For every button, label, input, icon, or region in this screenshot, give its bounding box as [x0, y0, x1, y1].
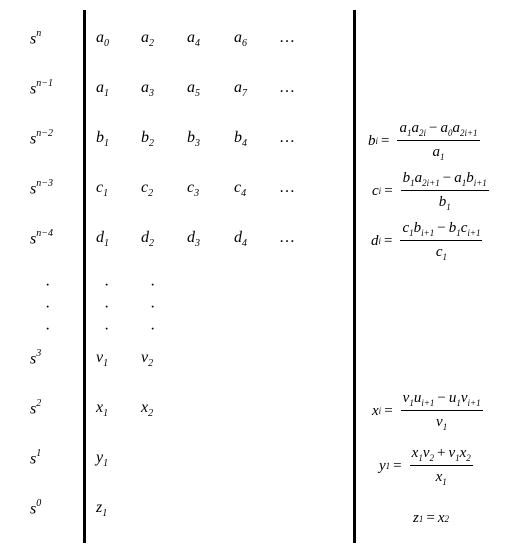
- equals-sign: =: [384, 402, 393, 419]
- entry-subscript: 2: [149, 238, 154, 250]
- formula-symbol: x: [437, 510, 445, 526]
- formula-symbol: b: [448, 220, 457, 236]
- formula-symbol: b: [413, 220, 422, 236]
- array-entry: [141, 130, 154, 149]
- entry-subscript: 1: [103, 408, 109, 420]
- entry-symbol: d: [187, 229, 195, 246]
- formula-subscript: 1: [456, 228, 461, 238]
- ellipsis-dot: ·: [104, 321, 110, 338]
- entry-symbol: x: [141, 399, 149, 416]
- formula-subscript: 1: [461, 178, 467, 188]
- right-divider: [353, 10, 356, 543]
- entry-subscript: 1: [102, 508, 108, 520]
- ellipsis-dot: ·: [150, 321, 156, 338]
- row-power-label: [30, 80, 53, 97]
- entry-symbol: c: [234, 179, 242, 196]
- formula-symbol: v: [460, 390, 468, 406]
- formula-subscript: 2i+1: [459, 128, 478, 138]
- row-power-label: [30, 350, 41, 367]
- formula-subscript: i+1: [473, 178, 487, 188]
- array-entry: [234, 80, 247, 99]
- array-entry: [187, 130, 200, 149]
- row-power-label: [30, 400, 41, 417]
- entry-symbol: a: [141, 79, 149, 96]
- row-ellipsis: …: [279, 79, 295, 96]
- power-base: s: [30, 180, 37, 198]
- power-base: s: [30, 30, 37, 48]
- entry-symbol: b: [234, 129, 242, 146]
- entry-subscript: 0: [104, 38, 109, 50]
- formula-subscript: 1: [406, 128, 412, 138]
- array-entry: [234, 180, 246, 199]
- power-base: s: [30, 130, 37, 148]
- formula-symbol: v: [436, 414, 443, 430]
- formula-symbol: x: [435, 469, 443, 485]
- entry-symbol: b: [141, 129, 149, 146]
- entry-symbol: x: [96, 399, 104, 416]
- array-entry: [187, 180, 199, 199]
- formula-symbol: c: [435, 244, 443, 260]
- array-entry: [96, 30, 109, 49]
- formula-symbol: a: [440, 120, 448, 136]
- row-power-label: [30, 500, 41, 517]
- entry-subscript: 3: [195, 238, 200, 250]
- row-power-label: [30, 30, 41, 47]
- denominator: [433, 141, 445, 162]
- entry-subscript: 3: [195, 138, 200, 150]
- entry-subscript: 2: [148, 358, 154, 370]
- entry-symbol: d: [234, 229, 242, 246]
- formula-symbol: b: [466, 170, 474, 186]
- entry-subscript: 4: [195, 38, 200, 50]
- formula-subscript: 2: [429, 453, 434, 463]
- formula-symbol: u: [448, 390, 457, 406]
- array-entry: [96, 230, 109, 249]
- ellipsis-dot: ·: [45, 299, 51, 316]
- formula-subscript: 2i+1: [422, 178, 440, 188]
- formula-symbol: a: [414, 170, 423, 186]
- power-exponent: n: [36, 28, 42, 39]
- formula-symbol: c: [460, 220, 468, 236]
- formula-d: [371, 220, 482, 262]
- array-entry: [141, 400, 153, 419]
- formula-symbol: a: [399, 120, 407, 136]
- row-ellipsis: …: [279, 229, 295, 246]
- formula-subscript: i: [378, 406, 382, 416]
- power-exponent: 0: [36, 498, 42, 509]
- formula-symbol: x: [459, 445, 467, 461]
- formula-symbol: u: [413, 390, 422, 406]
- ellipsis-dot: ·: [150, 299, 156, 316]
- formula-symbol: v: [402, 390, 410, 406]
- entry-symbol: a: [234, 29, 242, 46]
- row-power-label: [30, 230, 53, 247]
- fraction: [410, 445, 473, 487]
- array-entry: [234, 230, 247, 249]
- power-exponent: 3: [36, 348, 42, 359]
- array-entry: [96, 180, 108, 199]
- numerator: [397, 120, 479, 141]
- fraction: [401, 170, 489, 212]
- operator: +: [436, 445, 446, 461]
- formula-subscript: 1: [410, 178, 415, 188]
- formula-subscript: 0: [447, 128, 453, 138]
- array-entry: [141, 230, 154, 249]
- entry-symbol: d: [141, 229, 149, 246]
- entry-subscript: 3: [149, 88, 154, 100]
- power-base: s: [30, 350, 37, 368]
- formula-x: [372, 390, 483, 432]
- formula-symbol: b: [368, 132, 376, 149]
- row-power-label: [30, 450, 41, 467]
- fraction: [400, 220, 482, 262]
- ellipsis-dot: ·: [45, 321, 51, 338]
- entry-symbol: c: [96, 179, 104, 196]
- entry-symbol: a: [187, 29, 195, 46]
- row-power-label: [30, 180, 53, 197]
- entry-symbol: a: [234, 79, 242, 96]
- formula-subscript: 1: [385, 461, 391, 471]
- entry-symbol: a: [141, 29, 149, 46]
- equals-sign: =: [393, 457, 402, 474]
- formula-z: [413, 510, 449, 527]
- formula-subscript: 1: [418, 513, 424, 524]
- formula-symbol: x: [372, 402, 379, 419]
- formula-subscript: i: [375, 136, 379, 146]
- formula-symbol: a: [411, 120, 419, 136]
- entry-subscript: 1: [103, 358, 109, 370]
- formula-subscript: 2i: [418, 128, 426, 138]
- entry-subscript: 2: [149, 38, 154, 50]
- denominator: [436, 466, 447, 487]
- entry-symbol: c: [141, 179, 149, 196]
- ellipsis-dot: ·: [150, 277, 156, 294]
- formula-subscript: 1: [455, 453, 460, 463]
- formula-subscript: 1: [442, 422, 448, 432]
- entry-symbol: y: [96, 449, 104, 466]
- power-base: s: [30, 80, 37, 98]
- power-base: s: [30, 230, 37, 248]
- array-entry: [141, 80, 154, 99]
- entry-subscript: 4: [242, 238, 247, 250]
- formula-symbol: y: [379, 457, 386, 474]
- entry-symbol: v: [96, 349, 104, 366]
- power-exponent: n−2: [36, 128, 53, 139]
- formula-subscript: 1: [442, 252, 448, 262]
- ellipsis-dot: ·: [104, 277, 110, 294]
- entry-subscript: 3: [194, 188, 200, 200]
- formula-symbol: v: [448, 445, 456, 461]
- row-power-label: [30, 130, 53, 147]
- formula-subscript: 2: [444, 513, 449, 524]
- power-base: s: [30, 500, 37, 518]
- entry-subscript: 2: [149, 138, 154, 150]
- formula-subscript: i: [378, 186, 382, 196]
- equals-sign: =: [426, 510, 435, 526]
- denominator: [439, 191, 451, 212]
- operator: −: [429, 120, 438, 136]
- array-entry: [234, 30, 247, 49]
- array-entry: [187, 30, 200, 49]
- array-entry: [96, 80, 109, 99]
- formula-subscript: 1: [442, 477, 447, 487]
- power-exponent: n−1: [36, 78, 53, 89]
- formula-subscript: i+1: [467, 398, 481, 408]
- numerator: [401, 170, 489, 191]
- formula-symbol: c: [402, 220, 410, 236]
- entry-symbol: a: [187, 79, 195, 96]
- entry-symbol: b: [187, 129, 195, 146]
- array-entry: [141, 180, 153, 199]
- operator: −: [437, 390, 446, 406]
- formula-symbol: d: [371, 232, 379, 249]
- formula-subscript: i+1: [467, 228, 481, 238]
- entry-subscript: 2: [148, 408, 154, 420]
- numerator: [401, 390, 483, 411]
- entry-subscript: 1: [104, 138, 109, 150]
- formula-symbol: b: [402, 170, 411, 186]
- operator: −: [437, 220, 446, 236]
- entry-symbol: v: [141, 349, 149, 366]
- array-entry: [234, 130, 247, 149]
- power-base: s: [30, 400, 37, 418]
- formula-subscript: i+1: [421, 398, 435, 408]
- left-divider: [83, 10, 86, 543]
- equals-sign: =: [384, 232, 393, 249]
- entry-symbol: b: [96, 129, 104, 146]
- formula-symbol: x: [411, 445, 419, 461]
- formula-symbol: z: [413, 510, 419, 526]
- entry-subscript: 4: [241, 188, 247, 200]
- denominator: [436, 241, 447, 262]
- entry-subscript: 1: [104, 238, 109, 250]
- array-entry: [96, 400, 108, 419]
- power-exponent: 2: [36, 398, 42, 409]
- power-exponent: n−3: [36, 178, 53, 189]
- entry-subscript: 7: [242, 88, 247, 100]
- power-base: s: [30, 450, 37, 468]
- entry-symbol: a: [96, 29, 104, 46]
- formula-symbol: a: [452, 120, 460, 136]
- operator: −: [442, 170, 452, 186]
- entry-subscript: 2: [148, 188, 154, 200]
- formula-y: [379, 445, 473, 487]
- array-entry: [187, 80, 200, 99]
- formula-subscript: 1: [456, 398, 461, 408]
- array-entry: [141, 350, 153, 369]
- fraction: [401, 390, 483, 432]
- entry-symbol: c: [187, 179, 195, 196]
- formula-c: [372, 170, 489, 212]
- formula-subscript: i+1: [421, 228, 435, 238]
- ellipsis-dot: ·: [45, 277, 51, 294]
- equals-sign: =: [381, 132, 390, 149]
- equals-sign: =: [384, 182, 393, 199]
- entry-subscript: 1: [103, 458, 109, 470]
- numerator: [410, 445, 473, 466]
- formula-subscript: 1: [418, 453, 423, 463]
- numerator: [400, 220, 482, 241]
- fraction: [397, 120, 479, 162]
- entry-symbol: d: [96, 229, 104, 246]
- array-entry: [96, 450, 108, 469]
- power-exponent: 1: [36, 448, 42, 459]
- entry-symbol: z: [96, 499, 103, 516]
- row-ellipsis: …: [279, 129, 295, 146]
- array-entry: [141, 30, 154, 49]
- array-entry: [187, 230, 200, 249]
- formula-subscript: i: [378, 236, 382, 246]
- entry-subscript: 4: [242, 138, 247, 150]
- row-ellipsis: …: [279, 29, 295, 46]
- entry-symbol: a: [96, 79, 104, 96]
- formula-subscript: 1: [446, 202, 451, 212]
- formula-subscript: 2: [466, 453, 471, 463]
- formula-b: [368, 120, 480, 162]
- formula-symbol: a: [454, 170, 462, 186]
- formula-symbol: a: [432, 144, 441, 160]
- formula-symbol: c: [372, 182, 379, 199]
- power-exponent: n−4: [36, 228, 53, 239]
- row-ellipsis: …: [279, 179, 295, 196]
- ellipsis-dot: ·: [104, 299, 110, 316]
- denominator: [436, 411, 447, 432]
- array-entry: [96, 500, 107, 519]
- entry-subscript: 1: [104, 88, 109, 100]
- formula-symbol: v: [422, 445, 430, 461]
- formula-subscript: 1: [440, 152, 445, 162]
- entry-subscript: 5: [195, 88, 200, 100]
- array-entry: [96, 130, 109, 149]
- formula-symbol: b: [438, 194, 447, 210]
- array-entry: [96, 350, 108, 369]
- entry-subscript: 6: [242, 38, 247, 50]
- entry-subscript: 1: [103, 188, 109, 200]
- formula-subscript: 1: [409, 398, 414, 408]
- formula-subscript: 1: [409, 228, 414, 238]
